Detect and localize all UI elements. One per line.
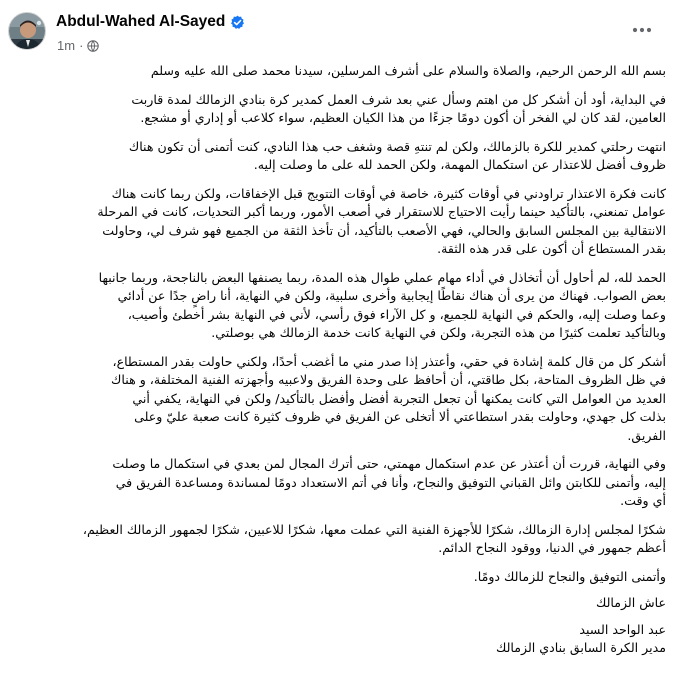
post-line: انتهت رحلتي كمدير للكرة بالزمالك، ولكن لم تنتهِ قصة وشغف حب هذا النادي، كنت أتمنى أن تكون هناك: [128, 138, 666, 154]
post-line: كانت فكرة الاعتذار تراودني في أوقات كثيرة، خاصة في أوقات التتويج قبل الإخفاقات، ولكن ربما كانت هناك: [111, 185, 666, 201]
post-line: الحمد لله، لم أحاول أن أتخاذل في أداء مهام عملي طوال هذه المدة، ربما يصنفها البعض بالناجحة، وربما جانبها: [98, 269, 666, 285]
post-line: عوامل تمنعني، بالتأكيد حينما رأيت الاحتياج للاستقرار في أصعب الأمور، وربما أكبر التحديات، كانت في المرحلة: [97, 204, 666, 219]
post-paragraph-performance: [48, 269, 666, 343]
post-paragraph-gratitude: [48, 521, 666, 558]
post-line: عاش الزمالك: [595, 595, 666, 610]
post-line: بذلت كل جهدي، وحاولت بقدر استطاعتي ألا أتخلى عن الفريق في ظروف كثيرة كانت صعبة عليّ وعلى: [134, 409, 666, 424]
more-options-button[interactable]: [628, 16, 656, 44]
more-options-icon: [632, 27, 652, 33]
post-paragraph-long-live: [48, 594, 666, 613]
post-line: في البداية، أود أن أشكر كل من اهتم وسأل عني بعد شرف العمل كمدير كرة بنادي الزمالك لمدة قاربت: [131, 91, 666, 107]
post-line: أعظم جمهور في الدنيا، ووقود النجاح الدائم.: [438, 540, 666, 555]
post-paragraph-wish: [48, 568, 666, 587]
post-paragraph-thanks-apology: [48, 353, 666, 446]
post-line: بعض الصواب. فهناك من يرى أن هناك نقاطًا إيجابية وأخرى سلبية، ولكن في النهاية، أنا راضٍ جدًا عن أدائي: [117, 288, 666, 303]
post-meta: [57, 38, 99, 53]
signature-name: عبد الواحد السيد: [579, 621, 666, 637]
post-line: وفي النهاية، قررت أن أعتذر عن عدم استكمال مهمتي، حتى أترك المجال لمن بعدي في استكمال ما وصلت: [112, 456, 666, 471]
post-body: [48, 62, 666, 658]
globe-icon[interactable]: [87, 40, 99, 52]
post-line: أي وقت.: [620, 493, 666, 508]
post-paragraph-intro: [48, 91, 666, 128]
post-timestamp[interactable]: 1m: [57, 38, 76, 53]
post-paragraph-opening: [48, 62, 666, 81]
post-line: الفريق.: [627, 427, 666, 443]
post-line: العديد من العوامل التي كانت يمكنها أن تجعل التجربة أفضل وأفضل بالتأكيد/ ولكن في النهاية، يكفي أني: [132, 390, 666, 406]
post-line: العامين، لقد كان لي الفخر أن أكون دومًا جزءًا من هذا الكيان العظيم، سواء كلاعب أو إداري أو مشجع.: [140, 110, 666, 125]
post-paragraph-journey: [48, 138, 666, 175]
post-line: إليه، وأتمنى للكابتن وائل القباني التوفيق والنجاح، وأنا في أتم الاستعداد دومًا لمساندة ومساعدة الفريق في: [115, 474, 666, 490]
post-line: بسم الله الرحمن الرحيم، والصلاة والسلام على أشرف المرسلين، سيدنا محمد صلى الله عليه وسلم: [150, 63, 666, 78]
verified-badge-icon: [230, 15, 245, 30]
post-line: الانتقالية بين المجلس السابق والحالي، فهي الأصعب بالتأكيد، أن تأخذ الثقة من الجميع فهو شرف لي، وحاولت: [102, 222, 666, 238]
post-line: ظروف أفضل للاعتذار عن استكمال المهمة، ولكن الحمد لله على ما وصلت إليه.: [253, 157, 666, 172]
author-name-row: [56, 13, 245, 31]
post-paragraph-resignation-idea: [48, 185, 666, 259]
post-line: شكرًا لمجلس إدارة الزمالك، شكرًا للأجهزة الفنية التي عملت معها، شكرًا للاعبين، شكرًا لجمهور الزمالك العظيم،: [82, 521, 666, 537]
author-name[interactable]: Abdul-Wahed Al-Sayed: [56, 13, 226, 30]
signature-title: مدير الكرة السابق بنادي الزمالك: [495, 640, 666, 655]
post-line: وبالتأكيد تعلمت كثيرًا من هذه التجربة، ولكن في النهاية كانت خدمة الزمالك هي بوصلتي.: [211, 325, 666, 340]
post-header: [0, 0, 674, 60]
post-line: بقدر المستطاع أن أكون على قدر هذه الثقة.: [437, 241, 666, 256]
post-line: وعما وصلت إليه، والحكم في النهاية للجميع، و كل الآراء فوق رأسي، لأني في النهاية بشر أخطئ وأصيب،: [127, 306, 666, 322]
post-line: أشكر كل من قال كلمة إشادة في حقي، وأعتذر إذا صدر مني ما أغضب أحدًا، ولكني حاولت بقدر المستطاع،: [112, 353, 666, 369]
meta-separator: ·: [79, 38, 84, 53]
post-signature: [48, 621, 666, 658]
post-line: وأتمنى التوفيق والنجاح للزمالك دومًا.: [473, 568, 666, 584]
author-avatar[interactable]: [8, 12, 46, 50]
post-line: في ظل الظروف المتاحة، بكل طاقتي، أن أحافظ على وحدة الفريق ولاعبيه وأجهزته الفنية المختلفة، و هناك: [111, 372, 666, 387]
post-paragraph-decision: [48, 455, 666, 511]
